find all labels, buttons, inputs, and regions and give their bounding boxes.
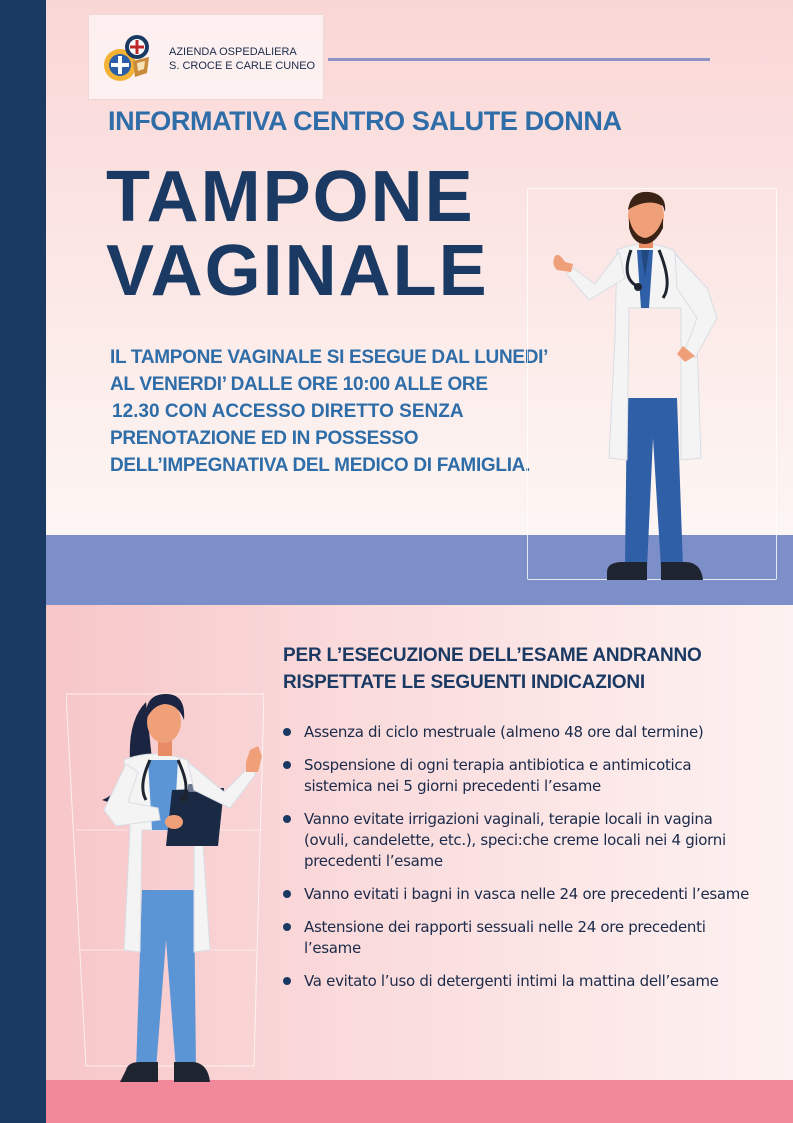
bullet-icon [283, 923, 291, 931]
list-item: Astensione dei rapporti sessuali nelle 24 ore precedenti l’esame [283, 917, 753, 959]
instructions-title-line-1: PER L’ESECUZIONE DELL’ESAME ANDRANNO [283, 645, 702, 666]
bullet-icon [283, 977, 291, 985]
intro-line-1: IL TAMPONE VAGINALE SI ESEGUE DAL LUNEDI’ [110, 347, 549, 368]
list-item: Sospensione di ogni terapia antibiotica e antimicotica sistemica nei 5 giorni precedenti l’esame [283, 755, 753, 797]
list-item: Va evitato l’uso di detergenti intimi la mattina dell’esame [283, 971, 753, 992]
logo-line-1: AZIENDA OSPEDALIERA [169, 46, 297, 58]
intro-line-2: AL VENERDI’ DALLE ORE 10:00 ALLE ORE [110, 374, 488, 395]
list-item: Vanno evitate irrigazioni vaginali, terapie locali in vagina (ovuli, candelette, etc.), speci:che creme locali nei 4 giorni precedenti l’esame [283, 809, 753, 872]
header-rule [328, 58, 710, 61]
title-line-2: VAGINALE [106, 231, 489, 311]
instructions-list [283, 722, 753, 1004]
intro-line-3: 12.30 CON ACCESSO DIRETTO SENZA [112, 401, 464, 422]
nurse-illustration [90, 690, 275, 1085]
title-line-1: TAMPONE [106, 157, 475, 237]
doctor-illustration [545, 188, 755, 588]
pink-footer-band [46, 1080, 793, 1123]
instructions-title-line-2: RISPETTATE LE SEGUENTI INDICAZIONI [283, 672, 645, 693]
hospital-logo-block [88, 14, 324, 100]
left-sidebar-bar [0, 0, 46, 1123]
instructions-title [283, 642, 702, 696]
bullet-icon [283, 815, 291, 823]
bullet-icon [283, 890, 291, 898]
intro-line-4: PRENOTAZIONE ED IN POSSESSO [110, 428, 419, 449]
intro-text [110, 344, 580, 479]
page-subtitle: INFORMATIVA CENTRO SALUTE DONNA [108, 106, 622, 136]
intro-line-5: DELL’IMPEGNATIVA DEL MEDICO DI FAMIGLIA. [110, 455, 531, 476]
list-item: Assenza di ciclo mestruale (almeno 48 ore dal termine) [283, 722, 753, 743]
bullet-icon [283, 761, 291, 769]
list-item: Vanno evitati i bagni in vasca nelle 24 ore precedenti l’esame [283, 884, 753, 905]
hospital-logo-icon [103, 33, 155, 85]
bullet-icon [283, 728, 291, 736]
logo-line-2: S. CROCE E CARLE CUNEO [169, 60, 316, 72]
page-title [106, 157, 489, 311]
